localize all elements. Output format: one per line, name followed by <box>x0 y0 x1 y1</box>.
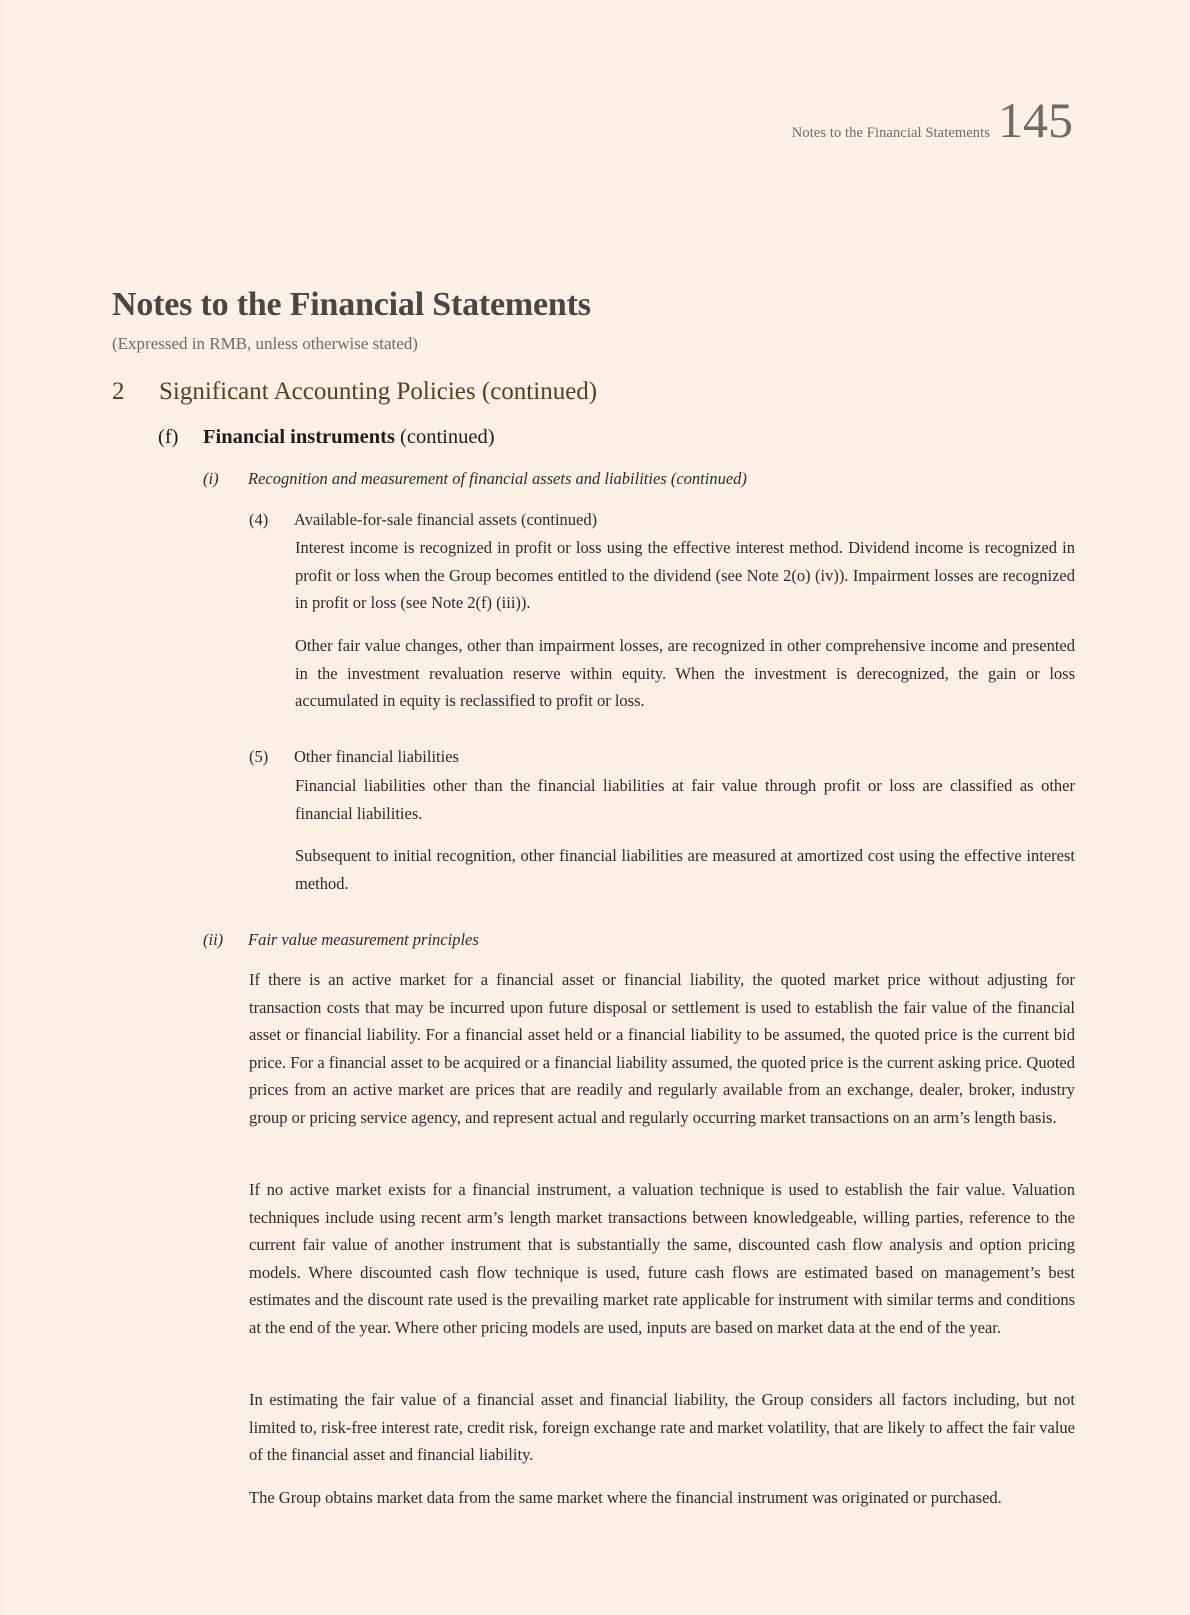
section-number: 2 <box>112 378 125 405</box>
section-heading <box>112 378 597 406</box>
part-ii-heading <box>203 930 479 950</box>
paragraph: Other fair value changes, other than impairment losses, are recognized in other comprehensive income and presented in the investment revaluation reserve within equity. When the investment is derecognized, the gain or loss accumulated in equity is reclassified to profit or loss. <box>295 636 1075 710</box>
item-4-number: (4) <box>249 510 269 529</box>
section-title: Significant Accounting Policies (continued) <box>159 378 598 405</box>
paragraph: The Group obtains market data from the same market where the financial instrument was originated or purchased. <box>249 1488 1002 1507</box>
paragraph: If no active market exists for a financial instrument, a valuation technique is used to establish the fair value. Valuation techniques include using recent arm’s length market transactions between knowledgeable, willing parties, reference to the current fair value of another instrument that is substantially the same, discounted cash flow analysis and option pricing models. Where discounted cash flow technique is used, future cash flows are estimated based on management’s best estimates and the discount rate used is the prevailing market rate applicable for instrument with similar terms and conditions at the end of the year. Where other pricing models are used, inputs are based on market data at the end of the year. <box>249 1180 1075 1337</box>
item-4-title: Available-for-sale financial assets (continued) <box>294 510 598 529</box>
part-ii-title: Fair value measurement principles <box>248 930 479 949</box>
paragraph: If there is an active market for a financial asset or financial liability, the quoted market price without adjusting for transaction costs that may be incurred upon future disposal or settlement is used to establish the fair value of the financial asset or financial liability. For a financial asset held or a financial liability to be assumed, the quoted price is the current bid price. For a financial asset to be acquired or a financial liability assumed, the quoted price is the current asking price. Quoted prices from an active market are prices that are readily and regularly available from an exchange, dealer, broker, industry group or pricing service agency, and represent actual and regularly occurring market transactions on an arm’s length basis. <box>249 970 1075 1127</box>
running-header <box>791 92 1073 148</box>
item-5-title: Other financial liabilities <box>294 747 459 766</box>
part-i-title: Recognition and measurement of financial assets and liabilities (continued) <box>248 469 747 488</box>
paragraph: Financial liabilities other than the financial liabilities at fair value through profit or loss are classified as other financial liabilities. <box>295 776 1075 823</box>
paragraph: Subsequent to initial recognition, other financial liabilities are measured at amortized cost using the effective interest method. <box>295 846 1075 893</box>
paragraph: Interest income is recognized in profit or loss using the effective interest method. Dividend income is recognized in profit or loss when the Group becomes entitled to the dividend (see Note 2(o) (iv)). Impairment losses are recognized in profit or loss (see Note 2(f) (iii)). <box>295 538 1075 612</box>
item-5-number: (5) <box>249 747 269 766</box>
item-4-heading <box>249 510 597 530</box>
paragraph: In estimating the fair value of a financial asset and financial liability, the Group considers all factors including, but not limited to, risk-free interest rate, credit risk, foreign exchange rate and market volatility, that are likely to affect the fair value of the financial asset and financial liability. <box>249 1390 1075 1464</box>
page-subtitle: (Expressed in RMB, unless otherwise stated) <box>112 334 418 353</box>
part-i-number: (i) <box>203 469 219 488</box>
subsection-heading <box>158 426 495 449</box>
subsection-suffix: (continued) <box>400 426 495 448</box>
running-header-title: Notes to the Financial Statements <box>791 125 990 141</box>
subsection-number: (f) <box>158 426 179 448</box>
page-edge <box>0 0 4 1615</box>
subsection-title: Financial instruments <box>203 426 395 448</box>
page-number: 145 <box>998 92 1073 148</box>
item-5-heading <box>249 747 459 767</box>
part-i-heading <box>203 469 747 489</box>
part-ii-number: (ii) <box>203 930 224 949</box>
page-title: Notes to the Financial Statements <box>112 286 591 323</box>
